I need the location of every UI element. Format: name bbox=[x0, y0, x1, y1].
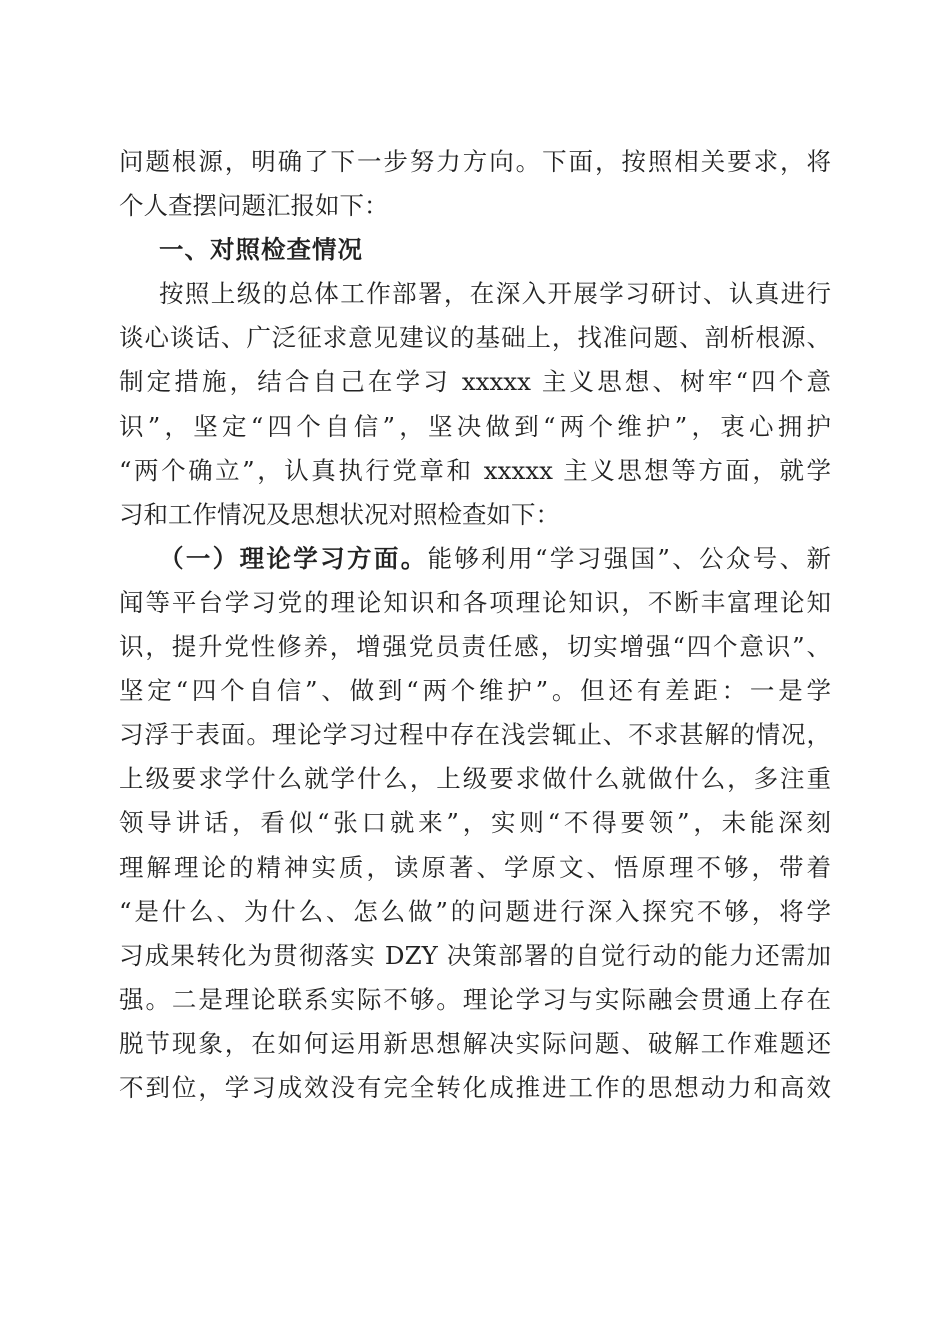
paragraph-line: 强。二是理论联系实际不够。理论学习与实际融会贯通上存在 bbox=[119, 984, 831, 1014]
paragraph-text: 能够利用“学习强国”、公众号、新 bbox=[427, 543, 831, 573]
paragraph-line: 制定措施，结合自己在学习 xxxxx 主义思想、树牢“四个意 bbox=[119, 367, 831, 397]
paragraph-line: “两个确立”，认真执行党章和 xxxxx 主义思想等方面，就学 bbox=[119, 455, 831, 485]
document-body bbox=[119, 140, 831, 1110]
paragraph-line: 识”，坚定“四个自信”，坚决做到“两个维护”，衷心拥护 bbox=[119, 411, 831, 441]
paragraph-line: 谈心谈话、广泛征求意见建议的基础上，找准问题、剖析根源、 bbox=[119, 323, 831, 353]
paragraph-line: 理解理论的精神实质，读原著、学原文、悟原理不够，带着 bbox=[119, 852, 831, 882]
paragraph-line: 领导讲话，看似“张口就来”，实则“不得要领”，未能深刻 bbox=[119, 808, 831, 838]
section-heading: 一、对照检查情况 bbox=[159, 235, 363, 265]
paragraph-line: 上级要求学什么就学什么，上级要求做什么就做什么，多注重 bbox=[119, 764, 831, 794]
paragraph-line: 个人查摆问题汇报如下： bbox=[119, 191, 389, 221]
paragraph-line: 识，提升党性修养，增强党员责任感，切实增强“四个意识”、 bbox=[119, 632, 831, 662]
paragraph-line: “是什么、为什么、怎么做”的问题进行深入探究不够，将学 bbox=[119, 896, 831, 926]
paragraph-line: 问题根源，明确了下一步努力方向。下面，按照相关要求，将 bbox=[119, 147, 831, 176]
paragraph-line: 习浮于表面。理论学习过程中存在浅尝辄止、不求甚解的情况， bbox=[119, 720, 831, 750]
paragraph-line: 坚定“四个自信”、做到“两个维护”。但还有差距：一是学 bbox=[119, 676, 831, 706]
paragraph-line: 闻等平台学习党的理论知识和各项理论知识，不断丰富理论知 bbox=[119, 587, 831, 617]
paragraph-line bbox=[119, 537, 831, 581]
paragraph-line: 习和工作情况及思想状况对照检查如下： bbox=[119, 499, 560, 529]
subsection-heading: （一）理论学习方面。 bbox=[159, 543, 428, 573]
paragraph-line: 按照上级的总体工作部署，在深入开展学习研讨、认真进行 bbox=[159, 279, 831, 309]
paragraph-line: 不到位，学习成效没有完全转化成推进工作的思想动力和高效 bbox=[119, 1072, 831, 1102]
paragraph-line: 习成果转化为贯彻落实 DZY 决策部署的自觉行动的能力还需加 bbox=[119, 940, 831, 970]
paragraph-line: 脱节现象，在如何运用新思想解决实际问题、破解工作难题还 bbox=[119, 1028, 831, 1058]
